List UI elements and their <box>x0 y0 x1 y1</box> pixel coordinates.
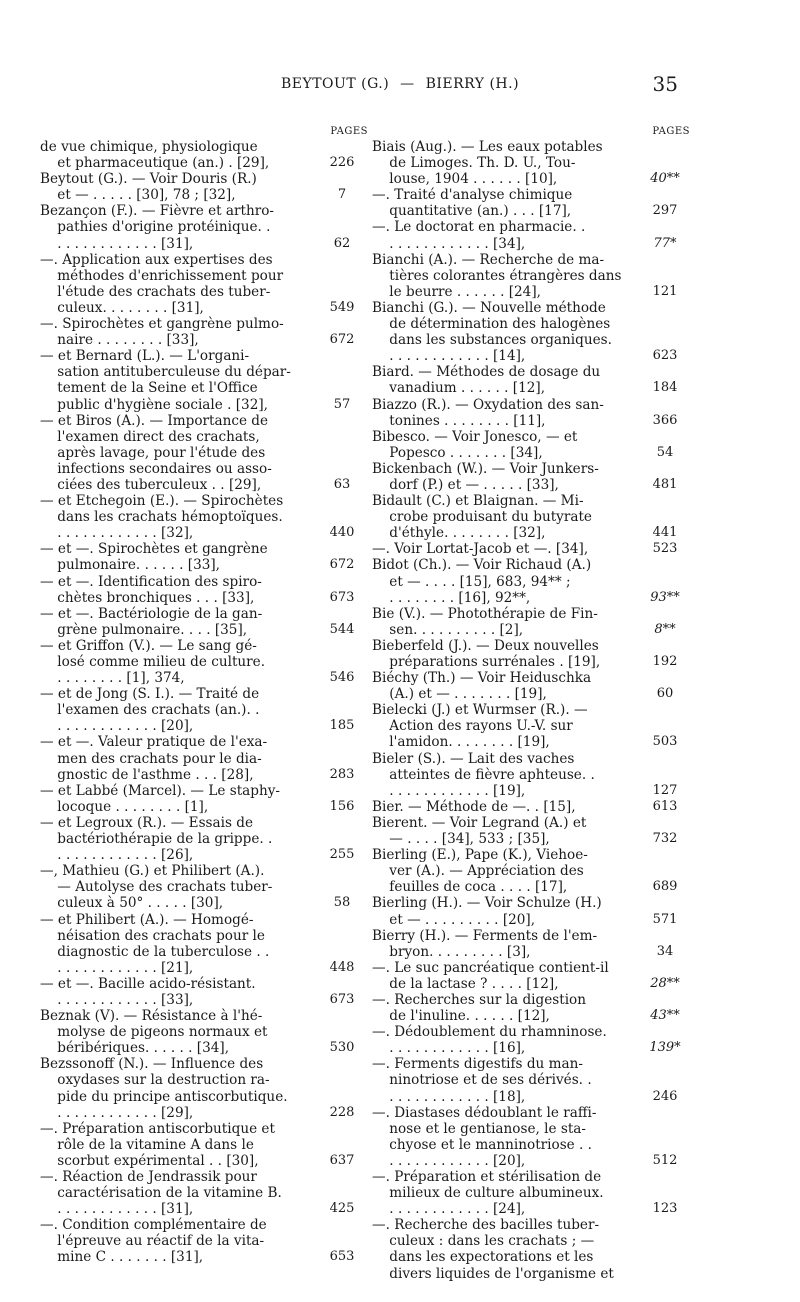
entry-text: — et Griffon (V.). — Le sang gé- losé comme milieu de culture. . . . . . . . . [1], 374, <box>40 637 266 687</box>
entry-text: Bieberfeld (J.). — Deux nouvelles préparations surrénales . [19], <box>372 637 601 670</box>
entry-page: 283 <box>329 766 355 782</box>
entry-text: —. Préparation et stérilisation de milieux de culture albumineux. . . . . . . . . . . . . [24], <box>372 1169 604 1218</box>
index-entry <box>372 1024 690 1056</box>
entry-page: 156 <box>329 798 355 814</box>
entry-page: 425 <box>329 1201 355 1217</box>
entry-text: Bickenbach (W.). — Voir Junkers- dorf (P.) et — . . . . . [33], <box>372 460 599 493</box>
left-entries <box>40 139 368 1266</box>
entry-text: Bibesco. — Voir Jonesco, — et Popesco . . . . . . . [34], <box>372 428 578 461</box>
running-title <box>0 76 800 92</box>
entry-text: —. Traité d'analyse chimique quantitative (an.) . . . [17], <box>372 187 573 220</box>
entry-text: —. Condition complémentaire de l'épreuve au réactif de la vita- mine C . . . . . . . [31], <box>40 1217 267 1266</box>
entry-text: Bidot (Ch.). — Voir Richaud (A.) et — . . . . [15], 683, 94** ; . . . . . . . . [16], 92**, <box>372 557 592 606</box>
entry-text: —. Préparation antiscorbutique et rôle de la vitamine A dans le scorbut expérimental . . [30], <box>40 1120 275 1169</box>
entry-text: de vue chimique, physiologique et pharmaceutique (an.) . [29], <box>40 139 270 172</box>
entry-page: 623 <box>652 348 678 364</box>
entry-text: Biard. — Méthodes de dosage du vanadium . . . . . . [12], <box>372 364 601 397</box>
entry-page: 549 <box>329 299 355 315</box>
entry-page: 512 <box>652 1152 678 1168</box>
entry-text: —. Le suc pancréatique contient-il de la lactase ? . . . . [12], <box>372 959 609 992</box>
entry-page: 28** <box>650 975 680 991</box>
index-entry <box>40 912 368 976</box>
index-entry <box>40 316 368 348</box>
pages-heading-right: PAGES <box>652 126 690 137</box>
entry-page: 54 <box>656 444 674 460</box>
entry-text: Bierent. — Voir Legrand (A.) et — . . . . [34], 533 ; [35], <box>372 814 587 848</box>
entry-page: 448 <box>329 959 355 975</box>
entry-text: Bianchi (A.). — Recherche de ma- tières colorantes étrangères dans le beurre . . . . . . [24], <box>372 251 622 300</box>
entry-text: —. Application aux expertises des méthodes d'enrichissement pour l'étude des crachats des tuber- culeux. . . . . . . . [31], <box>40 251 284 316</box>
index-entry <box>40 493 368 541</box>
index-entry <box>40 574 368 606</box>
entry-text: — et —. Bactériologie de la gan- grène pulmonaire. . . . [35], <box>40 605 263 638</box>
index-entry <box>372 799 690 815</box>
entry-page: 34 <box>656 943 674 959</box>
index-entry <box>40 863 368 911</box>
entry-text: Bie (V.). — Photothérapie de Fin- sen. . . . . . . . . . [2], <box>372 605 598 638</box>
index-entry <box>40 1121 368 1169</box>
index-entry <box>40 139 368 171</box>
index-entry <box>372 252 690 300</box>
entry-page: 441 <box>652 525 678 541</box>
index-entry <box>40 976 368 1008</box>
entry-page: 546 <box>329 670 355 686</box>
index-entry <box>372 638 690 670</box>
entry-text: —. Voir Lortat-Jacob et —. [34], <box>372 541 589 558</box>
entry-text: — et de Jong (S. I.). — Traité de l'examen des crachats (an.). . . . . . . . . . . . . . [20], <box>40 686 260 735</box>
index-entry <box>372 461 690 493</box>
entry-text: Bieler (S.). — Lait des vaches atteintes de fièvre aphteuse. . . . . . . . . . . . . . [19], <box>372 750 595 799</box>
entry-page: 613 <box>652 798 678 814</box>
entry-page: 121 <box>652 283 678 299</box>
index-entry <box>372 429 690 461</box>
entry-page: 228 <box>329 1104 355 1120</box>
entry-page: 57 <box>333 396 351 412</box>
entry-page: 192 <box>652 654 678 669</box>
index-entry <box>40 413 368 493</box>
index-entry <box>40 348 368 412</box>
entry-page: 127 <box>652 782 678 798</box>
running-header <box>0 72 800 102</box>
entry-page: 60 <box>656 686 674 702</box>
entry-page: 544 <box>329 621 355 637</box>
index-entry <box>40 541 368 573</box>
index-entry <box>372 928 690 960</box>
entry-page: 673 <box>329 589 355 605</box>
entry-page: 246 <box>652 1088 678 1104</box>
entry-text: —. Recherches sur la digestion de l'inuline. . . . . . [12], <box>372 991 586 1025</box>
entry-text: Bierling (H.). — Voir Schulze (H.) et — . . . . . . . . . [20], <box>372 895 602 928</box>
entry-text: —. Réaction de Jendrassik pour caractérisation de la vitamine B. . . . . . . . . . . . . [31], <box>40 1169 282 1218</box>
index-entry <box>372 397 690 429</box>
entry-page: 672 <box>329 332 355 348</box>
entry-text: Bianchi (G.). — Nouvelle méthode de détermination des halogènes dans les substances organiques. . . . . . . . . . . . . [14], <box>372 299 612 365</box>
entry-page: 689 <box>652 879 678 895</box>
index-entry <box>40 203 368 251</box>
page-number: 35 <box>652 72 678 96</box>
entry-page: 366 <box>652 412 678 428</box>
index-entry <box>372 670 690 702</box>
entry-page: 8** <box>654 621 676 637</box>
entry-page: 530 <box>329 1040 355 1056</box>
index-entry <box>372 847 690 895</box>
index-entry <box>372 895 690 927</box>
left-column <box>40 125 368 1266</box>
entry-page: 62 <box>333 235 351 251</box>
entry-text: —, Mathieu (G.) et Philibert (A.). — Autolyse des crachats tuber- culeux à 50° . . . . . [30], <box>40 863 273 912</box>
index-entry <box>372 364 690 396</box>
entry-page: 7 <box>337 187 347 203</box>
entry-text: Bezssonoff (N.). — Influence des oxydases sur la destruction ra- pide du principe antiscorbutique. . . . . . . . . . . . . [29], <box>40 1056 288 1121</box>
entry-page: 77* <box>653 235 677 251</box>
entry-text: Bielecki (J.) et Wurmser (R.). — Action des rayons U.-V. sur l'amidon. . . . . . . . [19], <box>372 702 588 751</box>
index-entry <box>40 815 368 863</box>
index-entry <box>40 606 368 638</box>
index-entry <box>372 493 690 541</box>
index-entry <box>40 1217 368 1265</box>
entry-page: 255 <box>329 847 355 863</box>
entry-text: Beznak (V). — Résistance à l'hé- molyse de pigeons normaux et béribériques. . . . . . [34], <box>40 1008 268 1057</box>
entry-text: Biazzo (R.). — Oxydation des san- tonines . . . . . . . . [11], <box>372 396 604 429</box>
entry-page: 637 <box>329 1152 355 1168</box>
entry-page: 139* <box>649 1040 681 1056</box>
index-entry <box>372 1105 690 1169</box>
entry-page: 481 <box>652 476 678 492</box>
entry-text: — et Philibert (A.). — Homogé- néisation des crachats pour le diagnostic de la tuberculose . . . . . . . . . . . . . . [21], <box>40 911 270 976</box>
running-title-dash: — <box>400 76 415 92</box>
entry-text: —. Spirochètes et gangrène pulmo- naire . . . . . . . . [33], <box>40 316 284 349</box>
entry-text: — et —. Bacille acido-résistant. . . . . . . . . . . . . [33], <box>40 975 256 1008</box>
index-entry <box>372 1217 690 1281</box>
index-entry <box>372 815 690 847</box>
entry-text: — et —. Valeur pratique de l'exa- men des crachats pour le dia- gnostic de l'asthme . . . [28], <box>40 734 268 783</box>
index-entry <box>372 606 690 638</box>
pages-heading-left: PAGES <box>330 126 368 137</box>
entry-text: Bierry (H.). — Ferments de l'em- bryon. . . . . . . . . [3], <box>372 927 598 960</box>
index-entry <box>40 1169 368 1217</box>
entry-text: Bier. — Méthode de —. . [15], <box>372 798 576 815</box>
index-entry <box>372 1056 690 1104</box>
entry-page: 184 <box>652 380 678 396</box>
entry-text: Bierling (E.), Pape (K.), Viehoe- ver (A.). — Appréciation des feuilles de coca . . . . [17], <box>372 847 588 896</box>
entry-page: 123 <box>652 1201 678 1217</box>
entry-page: 43** <box>650 1008 680 1024</box>
right-column <box>372 125 690 1282</box>
index-entry <box>40 252 368 316</box>
running-title-right: BIERRY (H.) <box>425 76 520 92</box>
entry-page: 226 <box>329 155 355 171</box>
entry-page: 503 <box>652 734 678 750</box>
index-entry <box>372 960 690 992</box>
index-entry <box>372 992 690 1024</box>
index-entry <box>40 1008 368 1056</box>
entry-text: —. Le doctorat en pharmacie. . . . . . . . . . . . . . [34], <box>372 219 586 252</box>
right-entries <box>372 139 690 1282</box>
entry-page: 297 <box>652 203 678 219</box>
entry-page: 673 <box>329 991 355 1007</box>
index-entry <box>40 1056 368 1120</box>
running-title-left: BEYTOUT (G.) <box>280 76 390 92</box>
entry-text: Bezançon (F.). — Fièvre et arthro- pathies d'origine protéinique. . . . . . . . . . . . . . [31], <box>40 203 275 252</box>
entry-page: 63 <box>333 476 351 492</box>
entry-text: Biais (Aug.). — Les eaux potables de Limoges. Th. D. U., Tou- louse, 1904 . . . . . . [10], <box>372 139 603 188</box>
index-entry <box>372 1169 690 1217</box>
index-entry <box>372 751 690 799</box>
entry-page: 58 <box>333 895 351 911</box>
index-entry <box>372 300 690 364</box>
entry-page: 40** <box>650 171 680 187</box>
entry-page: 185 <box>329 718 355 734</box>
entry-page: 732 <box>652 831 678 847</box>
entry-text: Beytout (G.). — Voir Douris (R.) et — . . . . . [30], 78 ; [32], <box>40 171 257 204</box>
index-entry <box>372 557 690 605</box>
entry-text: — et Bernard (L.). — L'organi- sation antituberculeuse du dépar- tement de la Seine et l'Office public d'hygiène sociale . [32], <box>40 348 291 413</box>
entry-text: — et Biros (A.). — Importance de l'examen direct des crachats, après lavage, pour l'étude des infections secondaires ou asso- ciées des tuberculeux . . [29], <box>40 412 272 493</box>
index-entry <box>372 541 690 557</box>
entry-page: 672 <box>329 557 355 573</box>
entry-page: 93** <box>650 589 680 605</box>
entry-text: — et Legroux (R.). — Essais de bactériothérapie de la grippe. . . . . . . . . . . . . . [26], <box>40 814 273 864</box>
index-entry <box>40 783 368 815</box>
entry-text: — et —. Identification des spiro- chètes bronchiques . . . [33], <box>40 573 262 606</box>
index-entry <box>372 219 690 251</box>
entry-text: Biéchy (Th.) — Voir Heiduschka (A.) et — . . . . . . . [19], <box>372 670 592 703</box>
entry-text: —. Ferments digestifs du man- ninotriose et de ses dérivés. . . . . . . . . . . . . . [18], <box>372 1056 592 1105</box>
index-entry <box>40 686 368 734</box>
index-entry <box>40 638 368 686</box>
index-entry <box>372 187 690 219</box>
index-entry <box>40 734 368 782</box>
entry-text: —. Diastases dédoublant le raffi- nose et le gentianose, le sta- chyose et le manninotriose . . . . . . . . . . . . . . [20], <box>372 1104 597 1169</box>
index-entry <box>372 139 690 187</box>
entry-text: — et —. Spirochètes et gangrène pulmonaire. . . . . . [33], <box>40 541 268 574</box>
entry-text: Bidault (C.) et Blaignan. — Mi- crobe produisant du butyrate d'éthyle. . . . . . . . [32], <box>372 493 592 542</box>
entry-text: —. Dédoublement du rhamninose. . . . . . . . . . . . . [16], <box>372 1024 607 1057</box>
entry-text: — et Etchegoin (E.). — Spirochètes dans les crachats hémoptoïques. . . . . . . . . . . . . [32], <box>40 493 284 542</box>
entry-page: 653 <box>329 1249 355 1265</box>
entry-page: 440 <box>329 525 355 541</box>
entry-text: —. Recherche des bacilles tuber- culeux : dans les crachats ; — dans les expectorations et les divers liquides de l'organisme et <box>372 1217 614 1282</box>
entry-page: 523 <box>652 541 678 557</box>
index-entry <box>372 702 690 750</box>
entry-text: — et Labbé (Marcel). — Le staphy- locoque . . . . . . . . [1], <box>40 782 281 815</box>
entry-page: 571 <box>652 911 678 927</box>
index-entry <box>40 171 368 203</box>
